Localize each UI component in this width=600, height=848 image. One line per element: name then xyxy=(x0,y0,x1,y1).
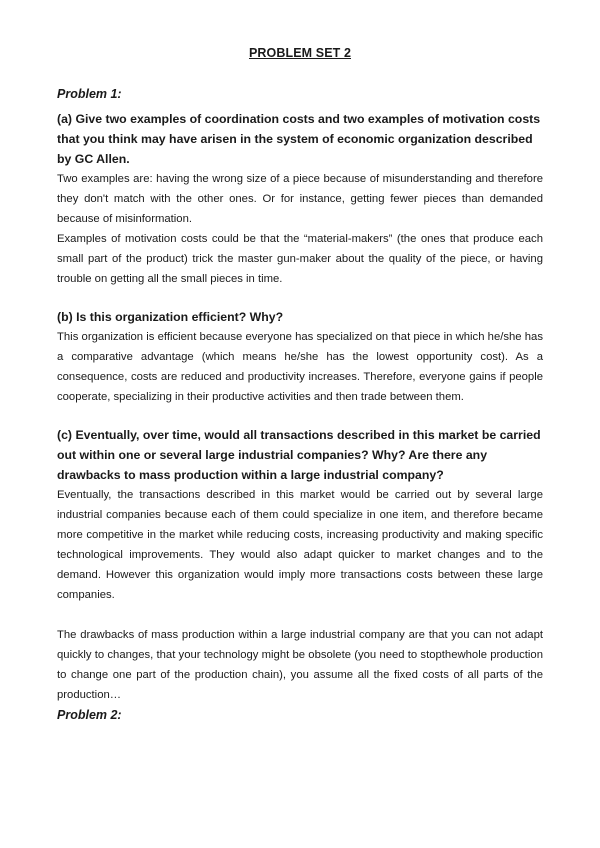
answer-a-paragraph-2: Examples of motivation costs could be that the “material-makers” (the ones that produce each small part of the product) trick the master gun-maker about the quality of the piece, or having trouble on getting all the small pieces in time. xyxy=(57,233,543,285)
answer-a-paragraph-1: Two examples are: having the wrong size of a piece because of misunderstanding and therefore they don't match with the other ones. Or for instance, getting fewer pieces than demanded because of misinformation. xyxy=(57,173,543,225)
question-a: (a) Give two examples of coordination costs and two examples of motivation costs that you think may have arisen in the system of economic organization described by GC Allen. xyxy=(57,112,541,166)
answer-c-paragraph-1: Eventually, the transactions described in this market would be carried out by several large industrial companies because each of them could specialize in one item, and therefore became more competitive in the market while reducing costs, increasing productivity and making specific technological improvements. They would also adapt quicker to market changes and to the demand. However this organization would imply more transactions costs between these large companies. xyxy=(57,489,543,601)
question-b: (b) Is this organization efficient? Why? xyxy=(57,310,284,324)
problem-1-heading: Problem 1: xyxy=(57,87,122,101)
answer-b-paragraph: This organization is efficient because everyone has specialized on that piece in which he/she has a comparative advantage (which means he/she has the lowest opportunity cost). As a consequence, costs are reduced and productivity increases. Therefore, everyone gains if people cooperate, specializing in their productive activities and then trade between them. xyxy=(57,331,543,403)
question-c: (c) Eventually, over time, would all transactions described in this market be carried out within one or several large industrial companies? Why? Are there any drawbacks to mass production within a large industrial company? xyxy=(57,428,541,482)
problem-2-heading: Problem 2: xyxy=(57,708,122,722)
page-title: PROBLEM SET 2 xyxy=(248,46,351,60)
answer-c-paragraph-2: The drawbacks of mass production within a large industrial company are that you can not adapt quickly to changes, that your technology might be obsolete (you need to stopthewhole production to change one part of the production chain), you assume all the fixed costs of all parts of the production… xyxy=(57,629,543,701)
